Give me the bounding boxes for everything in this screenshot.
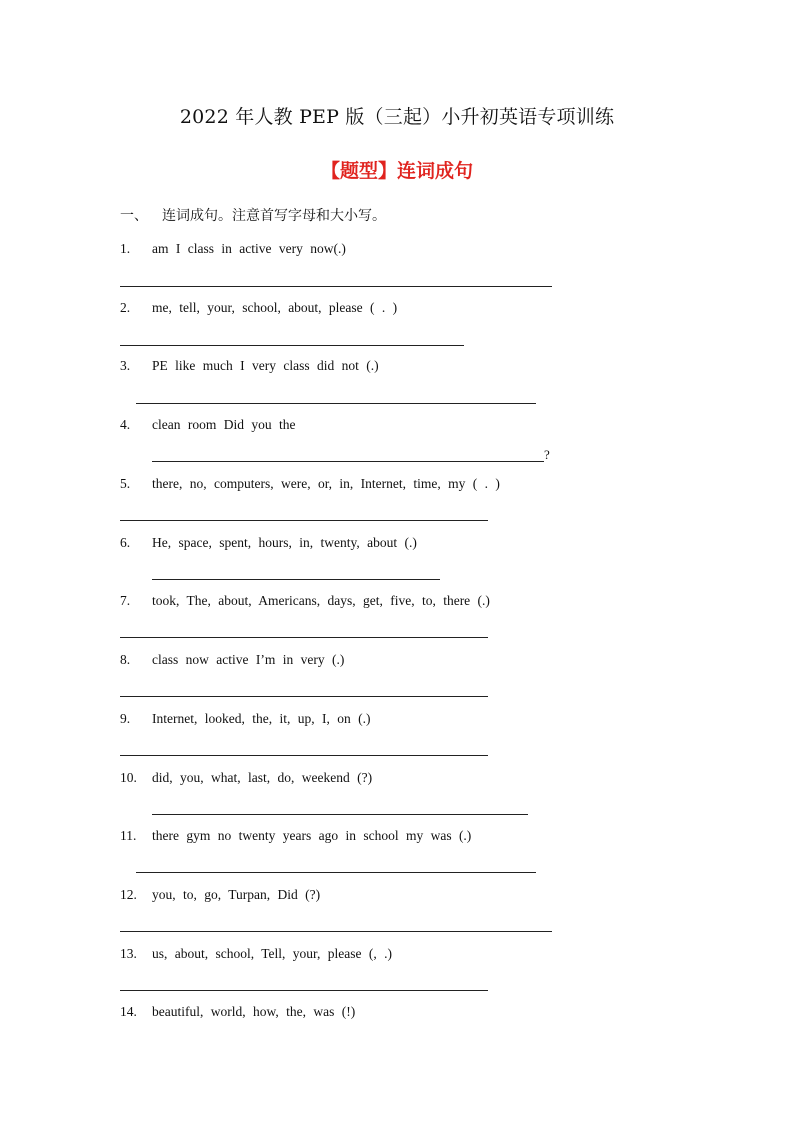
- question-9: [120, 710, 370, 728]
- question-number: 8.: [120, 652, 131, 667]
- question-4: [120, 416, 295, 434]
- question-12: [120, 886, 320, 904]
- question-11: [120, 827, 471, 845]
- question-14: [120, 1003, 355, 1021]
- question-words: clean room Did you the: [152, 417, 296, 432]
- question-number: 5.: [120, 476, 131, 491]
- question-number: 12.: [120, 887, 137, 902]
- question-6: [120, 534, 417, 552]
- question-mark: ?: [544, 447, 550, 462]
- answer-line-5[interactable]: [120, 520, 488, 521]
- question-3: [120, 357, 379, 375]
- question-1: [120, 240, 346, 258]
- question-words: PE like much I very class did not (.): [152, 358, 379, 373]
- question-number: 10.: [120, 770, 137, 785]
- question-words: class now active I’m in very (.): [152, 652, 345, 667]
- question-words: us, about, school, Tell, your, please (, .): [152, 946, 392, 961]
- question-number: 7.: [120, 593, 131, 608]
- question-words: did, you, what, last, do, weekend (?): [152, 770, 373, 785]
- question-words: Internet, looked, the, it, up, I, on (.): [152, 711, 371, 726]
- question-number: 13.: [120, 946, 137, 961]
- question-number: 1.: [120, 241, 131, 256]
- section-instruction: 连词成句。注意首写字母和大小写。: [162, 208, 386, 224]
- question-words: He, space, spent, hours, in, twenty, about (.): [152, 535, 417, 550]
- answer-line-11[interactable]: [136, 872, 536, 873]
- question-7: [120, 592, 490, 610]
- question-words: beautiful, world, how, the, was (!): [152, 1004, 356, 1019]
- question-number: 2.: [120, 300, 131, 315]
- section-number: 一、: [120, 208, 148, 224]
- answer-line-2[interactable]: [120, 345, 464, 346]
- question-number: 11.: [120, 828, 137, 843]
- question-2: [120, 299, 397, 317]
- question-number: 9.: [120, 711, 131, 726]
- question-words: me, tell, your, school, about, please ( . ): [152, 300, 398, 315]
- page-title: 2022 年人教 PEP 版（三起）小升初英语专项训练: [179, 106, 615, 128]
- question-words: there gym no twenty years ago in school my was (.): [152, 828, 472, 843]
- answer-line-13[interactable]: [120, 990, 488, 991]
- question-number: 4.: [120, 417, 131, 432]
- answer-line-8[interactable]: [120, 696, 488, 697]
- question-13: [120, 945, 392, 963]
- question-words: you, to, go, Turpan, Did (?): [152, 887, 321, 902]
- question-5: [120, 475, 500, 493]
- question-words: took, The, about, Americans, days, get, five, to, there (.): [152, 593, 490, 608]
- answer-line-9[interactable]: [120, 755, 488, 756]
- question-words: there, no, computers, were, or, in, Internet, time, my ( . ): [152, 476, 500, 491]
- question-number: 6.: [120, 535, 131, 550]
- answer-line-12[interactable]: [120, 931, 552, 932]
- question-number: 3.: [120, 358, 131, 373]
- question-type-heading: 【题型】连词成句: [320, 160, 473, 182]
- question-10: [120, 769, 372, 787]
- answer-line-1[interactable]: [120, 286, 552, 287]
- section-heading: [120, 206, 386, 226]
- answer-line-4[interactable]: [152, 461, 544, 462]
- answer-line-3[interactable]: [136, 403, 536, 404]
- answer-line-7[interactable]: [120, 637, 488, 638]
- question-words: am I class in active very now(.): [152, 241, 346, 256]
- answer-line-6[interactable]: [152, 579, 440, 580]
- question-8: [120, 651, 344, 669]
- answer-line-10[interactable]: [152, 814, 528, 815]
- question-number: 14.: [120, 1004, 137, 1019]
